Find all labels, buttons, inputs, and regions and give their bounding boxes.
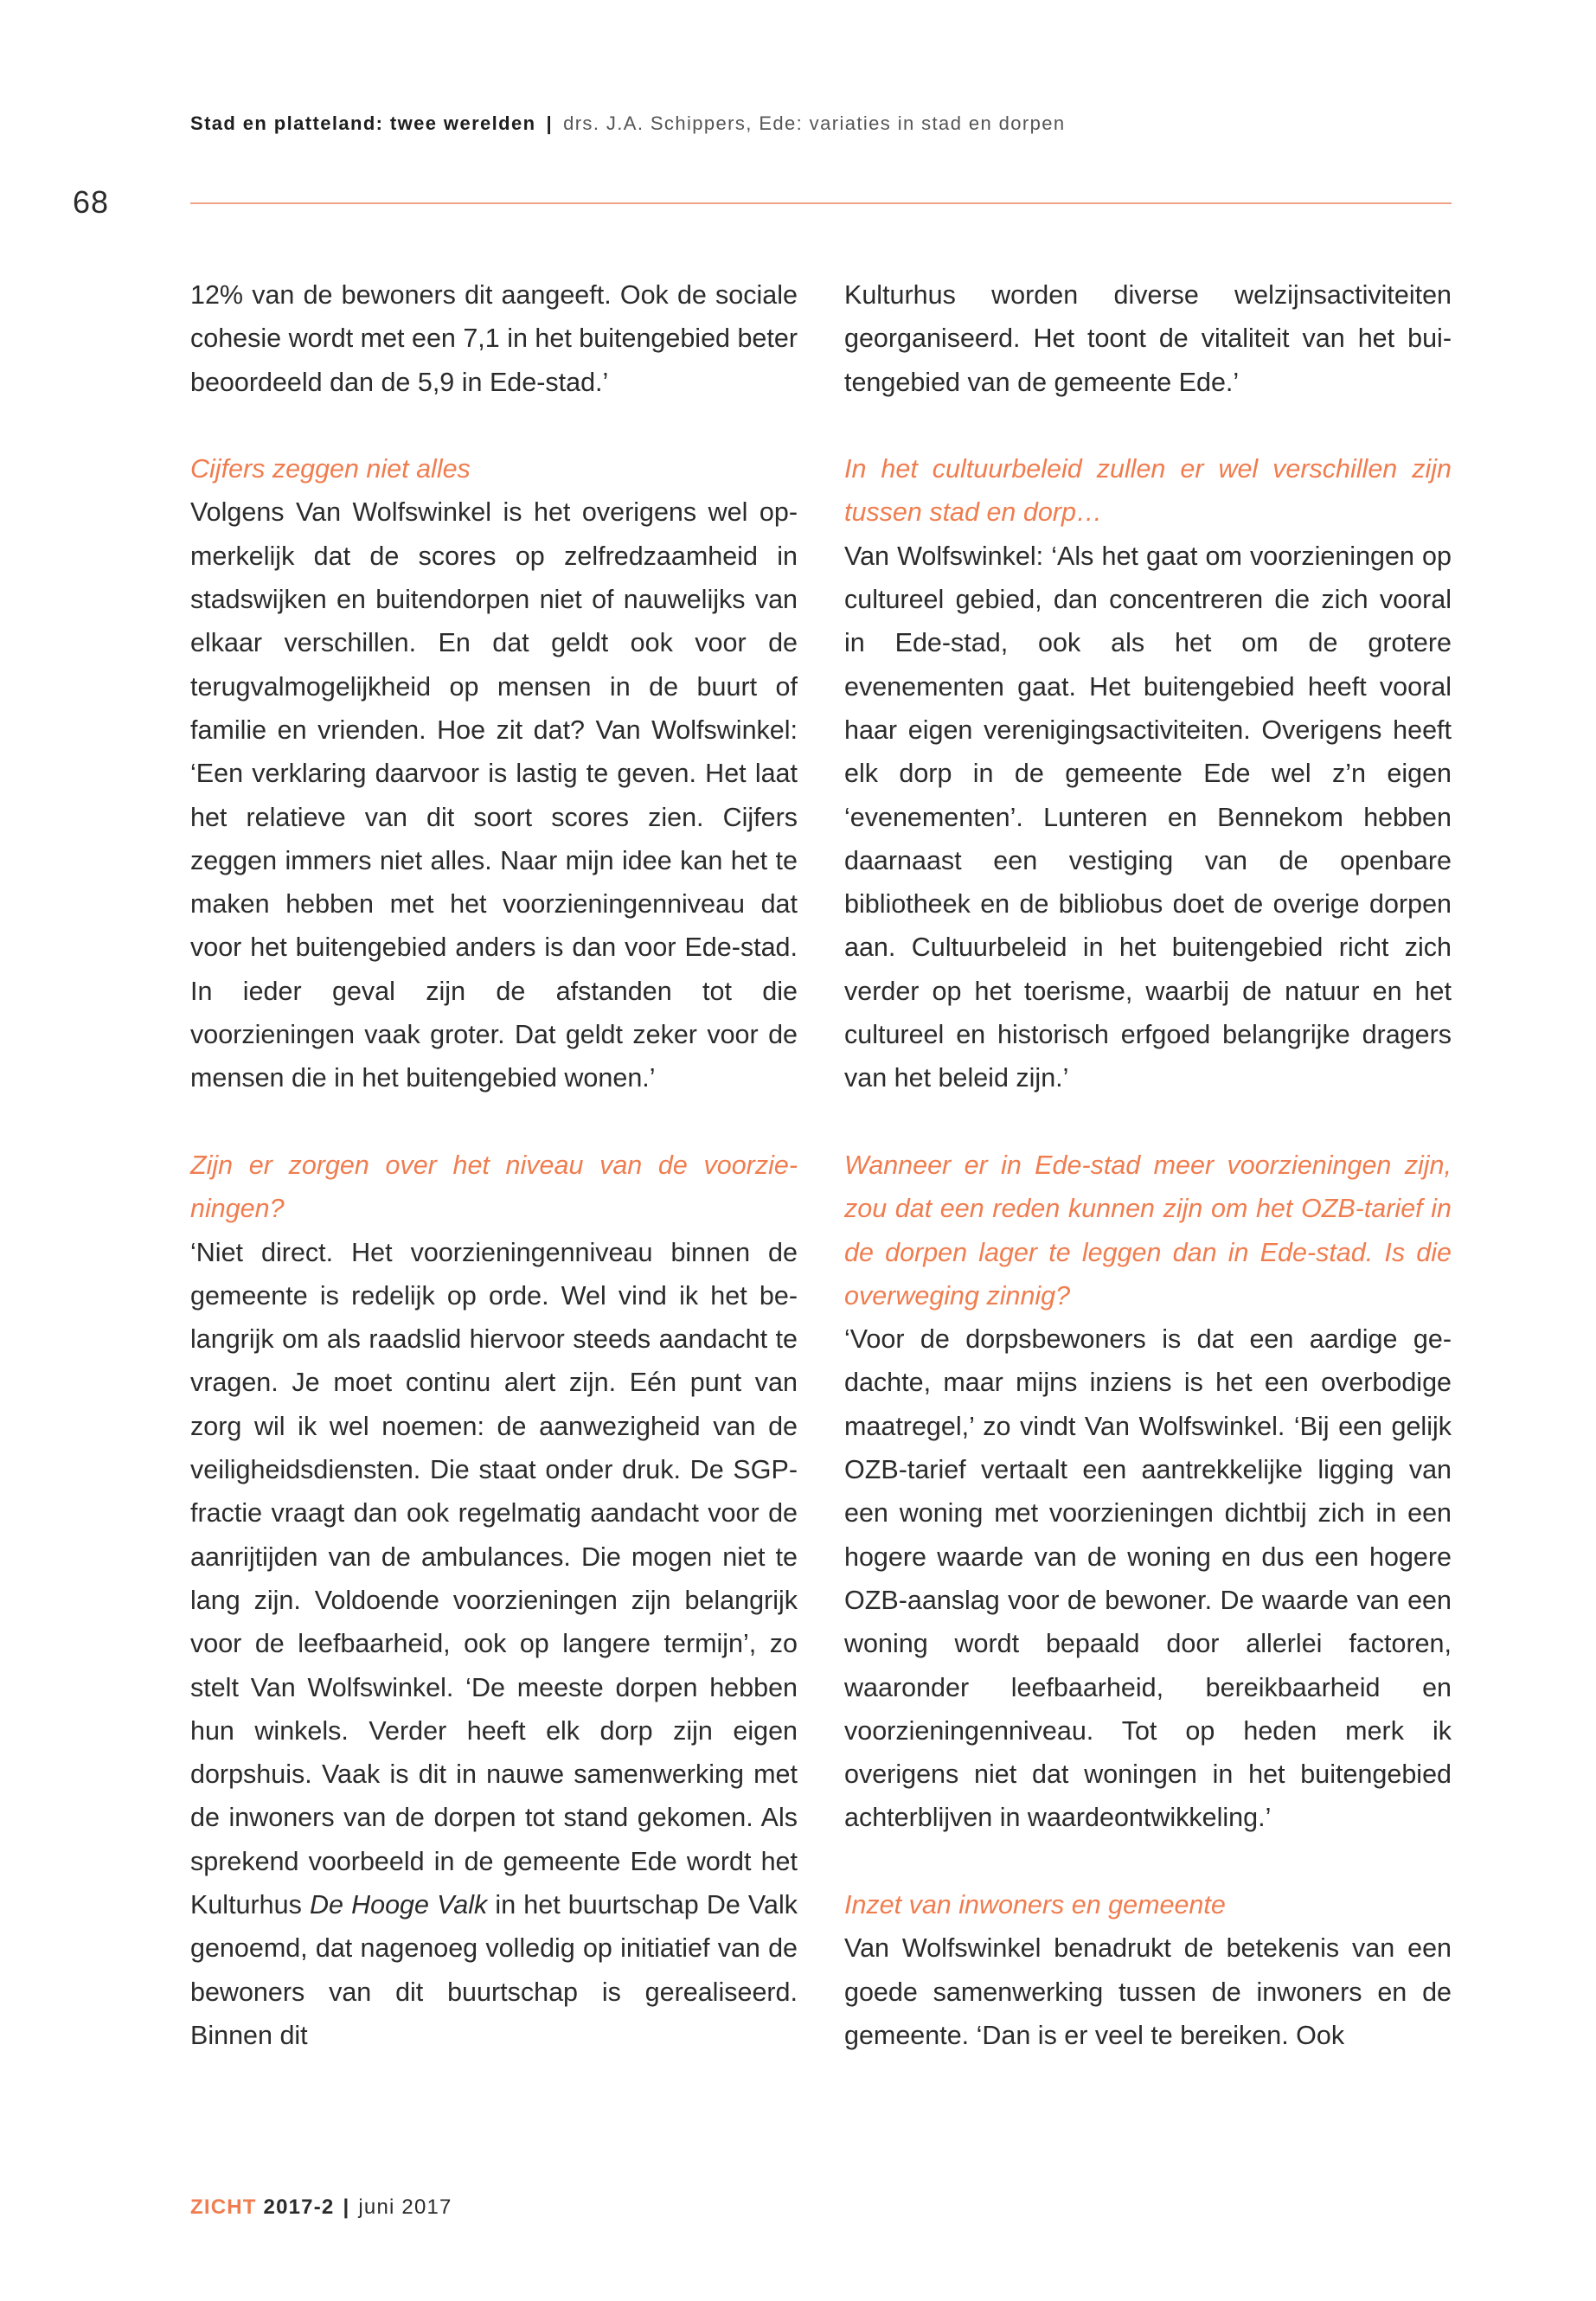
paragraph: ‘Voor de dorpsbewoners is dat een aardige gedachte, maar mijns inziens is het een overbodige maatregel,’ zo vindt Van Wolfswinkel. ‘Bij een gelijk OZB-tarief vertaalt een aantrekkelijke ligging van een woning met voorzieningen dichtbij zich in een hogere waarde van de woning en dus een hogere OZB-aanslag voor de bewoner. De waarde van een woning wordt bepaald door allerlei factoren, waaronder leefbaarheid, bereikbaarheid en voorzieningenniveau. Tot op heden merk ik overigens niet dat woningen in het buitengebied achterblijven in waardeontwikkeling.’: [844, 1324, 1452, 1833]
header-separator: |: [546, 112, 554, 134]
paragraph: 12% van de bewoners dit aangeeft. Ook de sociale cohesie wordt met een 7,1 in het buitengebied beter beoordeeld dan de 5,9 in Ede-stad.’: [190, 280, 798, 397]
article-title: drs. J.A. Schippers, Ede: variaties in stad en dorpen: [563, 112, 1066, 134]
issue-number: 2017-2: [263, 2195, 335, 2219]
italic-title: De Hooge Valk: [309, 1889, 488, 1920]
subheading: Wanneer er in Ede-stad meer voorzieningen zijn, zou dat een reden kunnen zijn om het OZB-tarief in de dorpen lager te leggen dan in Ede-stad. Is die overweging zinnig?: [844, 1150, 1452, 1311]
paragraph: Van Wolfswinkel benadrukt de betekenis van een goede samenwerking tussen de inwoners en de gemeente. ‘Dan is er veel te bereiken. Ook: [844, 1933, 1452, 2050]
subheading: Zijn er zorgen over het niveau van de voorzieningen?: [190, 1150, 798, 1224]
footer: [190, 2195, 452, 2220]
header-rule: [190, 202, 1452, 204]
paragraph: Kulturhus worden diverse welzijnsactiviteiten georganiseerd. Het toont de vitaliteit van het buitengebied van de gemeente Ede.’: [844, 280, 1452, 397]
paragraph: [190, 1231, 798, 2058]
section-title: Stad en platteland: twee werelden: [190, 112, 536, 134]
page-number: 68: [73, 184, 110, 220]
subheading: Inzet van inwoners en gemeente: [844, 1889, 1226, 1920]
magazine-name: ZICHT: [190, 2195, 257, 2219]
running-head: [190, 112, 1066, 135]
paragraph: Volgens Van Wolfswinkel is het overigens wel opmerkelijk dat de scores op zelfredzaamheid in stadswijken en buitendorpen niet of nauwelijks van elkaar verschillen. En dat geldt ook voor de terugvalmogelijkheid op mensen in de buurt of familie en vrienden. Hoe zit dat? Van Wolfswinkel: ‘Een verklaring daarvoor is lastig te geven. Het laat het relatieve van dit soort scores zien. Cijfers zeggen immers niet alles. Naar mijn idee kan het te maken hebben met het voorzieningenniveau dat voor het buitengebied anders is dan voor Ede-stad. In ieder geval zijn de afstanden tot die voorzieningen vaak groter. Dat geldt zeker voor de mensen die in het buitengebied wonen.’: [190, 497, 798, 1093]
paragraph: Van Wolfswinkel: ‘Als het gaat om voorzieningen op cultureel gebied, dan concentreren die zich vooral in Ede-stad, ook als het om de grotere evenementen gaat. Het buitengebied heeft vooral haar eigen verenigingsactiviteiten. Overigens heeft elk dorp in de gemeente Ede wel z’n eigen ‘evenementen’. Lunteren en Bennekom hebben daarnaast een vestiging van de openbare bibliotheek en de bibliobus doet de overige dorpen aan. Cultuurbeleid in het buitengebied richt zich verder op het toerisme, waarbij de natuur en het cultureel en historisch erfgoed belangrijke dragers van het beleid zijn.’: [844, 541, 1452, 1093]
paragraph-text: in het buurtschap De Valk genoemd, dat nagenoeg volledig op initiatief van de bewoners van dit buurtschap is gerealiseerd. Binnen dit: [190, 1889, 798, 2050]
subheading: Cijfers zeggen niet alles: [190, 454, 471, 484]
left-column: [190, 273, 798, 2057]
right-column: [844, 273, 1452, 2057]
issue-date: juni 2017: [358, 2195, 452, 2219]
subheading: In het cultuurbeleid zullen er wel verschillen zijn tussen stad en dorp…: [844, 454, 1452, 528]
footer-separator: |: [343, 2195, 350, 2219]
paragraph-text: ‘Niet direct. Het voorzieningenniveau binnen de gemeente is redelijk op orde. Wel vind ik het belangrijk om als raadslid hiervoor steeds aandacht te vragen. Je moet continu alert zijn. Eén punt van zorg wil ik wel noemen: de aanwezigheid van de veiligheidsdiensten. Die staat onder druk. De SGP-fractie vraagt dan ook regelmatig aandacht voor de aanrijtijden van de ambulances. Die mogen niet te lang zijn. Voldoende voorzieningen zijn belangrijk voor de leefbaarheid, ook op langere termijn’, zo stelt Van Wolfswinkel. ‘De meeste dorpen hebben hun winkels. Verder heeft elk dorp zijn eigen dorpshuis. Vaak is dit in nauwe samenwerking met de inwoners van de dorpen tot stand gekomen. Als sprekend voorbeeld in de gemeente Ede wordt het Kulturhus: [190, 1237, 798, 1920]
